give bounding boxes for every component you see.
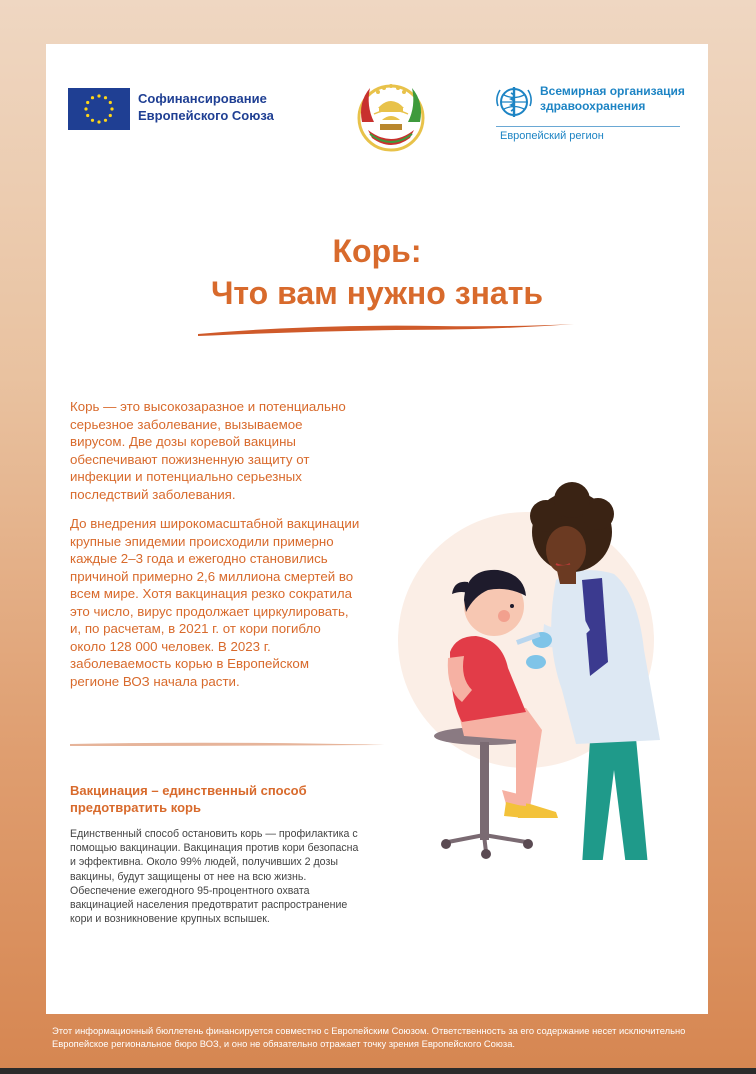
who-divider [496,126,680,127]
who-emblem-icon [494,84,534,120]
eu-cofunding-text [138,90,274,124]
page-title [46,230,708,314]
title-line-1: Корь: [332,233,422,269]
vaccination-illustration [376,440,702,860]
footer-disclaimer: Этот информационный бюллетень финансируется совместно с Европейским Союзом. Ответственность за его содержание несет исключительно Европейское региональное бюро ВОЗ, и оно не обязательно отражает точку зрения Европейского Союза. [52,1025,686,1049]
eu-line-1: Софинансирование [138,91,267,106]
who-name [540,84,685,114]
who-line-2: здравоохранения [540,99,646,113]
tajikistan-emblem-icon [348,72,434,158]
intro-text [70,398,360,702]
leaflet-page [46,44,708,1014]
intro-paragraph-2: До внедрения широкомасштабной вакцинации крупные эпидемии происходили примерно каждые 2–3 года и ежегодно становились причиной примерно 2,6 миллиона смертей во всем мире. Хотя вакцинация резко сократила это число, вирус продолжает циркулировать, и, по расчетам, в 2021 г. от кори погибло около 128 000 человек. В 2023 г. заболеваемость корью в Европейском регионе ВОЗ начала расти. [70,516,360,689]
vaccination-body: Единственный способ остановить корь — профилактика с помощью вакцинации. Вакцинация против кори безопасна и эффективна. Около 99% людей, получивших 2 дозы вакцины, будут защищены от нее на всю жизнь. Обеспечение ежегодного 95-процентного охвата вакцинацией населения предотвратит распространение кори и возникновение крупных вспышек. [70,828,359,926]
logo-bar [68,74,688,174]
who-region: Европейский регион [500,130,604,142]
eu-flag-icon [68,88,130,130]
eu-line-2: Европейского Союза [138,108,274,123]
brush-stroke-divider [196,320,576,340]
title-line-2: Что вам нужно знать [210,275,544,311]
section-divider [70,740,388,748]
who-line-1: Всемирная организация [540,84,685,98]
bottom-strip [0,1068,756,1074]
vaccination-heading: Вакцинация – единственный способ предотвратить корь [70,783,307,815]
intro-paragraph-1: Корь — это высокозаразное и потенциально серьезное заболевание, вызываемое вирусом. Две дозы коревой вакцины обеспечивают пожизненную защиту от инфекции и потенциально серьезных последствий заболевания. [70,399,346,502]
